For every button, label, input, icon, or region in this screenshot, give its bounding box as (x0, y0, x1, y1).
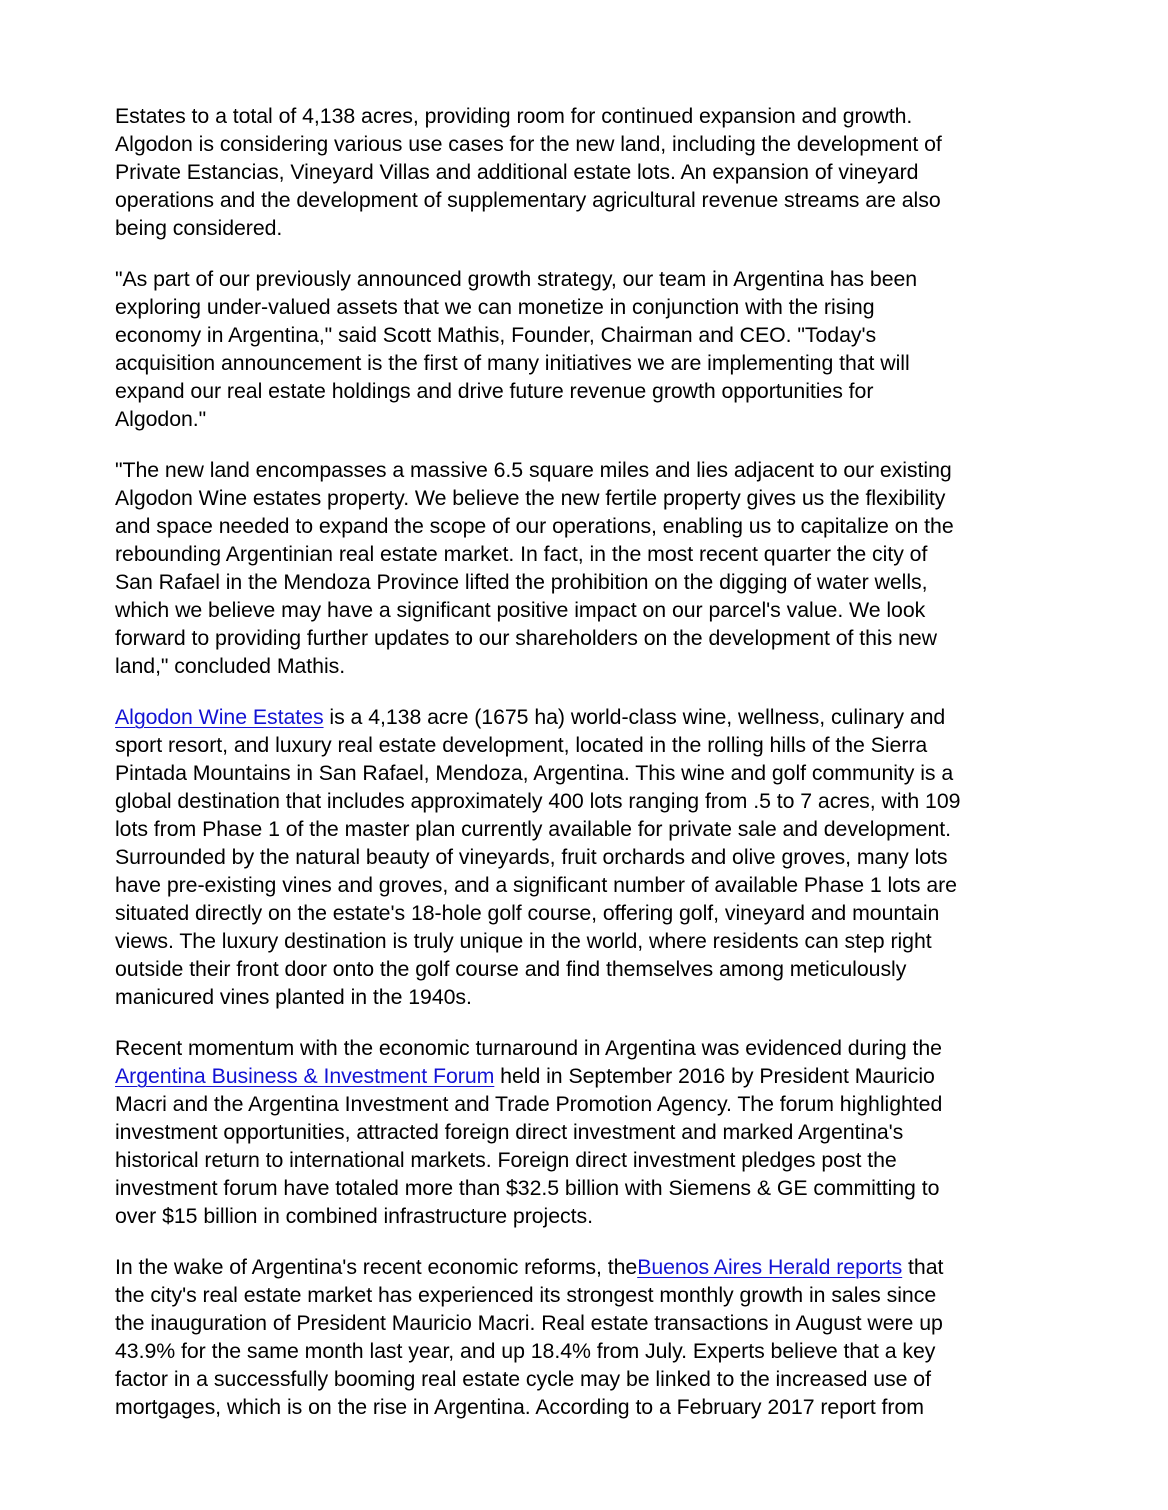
text-line: and space needed to expand the scope of our operations, enabling us to capitalize on the (115, 514, 954, 538)
text-segment: In the wake of Argentina's recent economic reforms, the (115, 1255, 638, 1279)
text-line: Estates to a total of 4,138 acres, providing room for continued expansion and growth. (115, 104, 913, 128)
paragraph-investment-forum (115, 1034, 1075, 1230)
text-line (115, 1253, 1075, 1281)
text-line: Surrounded by the natural beauty of vineyards, fruit orchards and olive groves, many lots (115, 845, 948, 869)
text-line: acquisition announcement is the first of many initiatives we are implementing that will (115, 351, 910, 375)
text-line: expand our real estate holdings and drive future revenue growth opportunities for (115, 379, 874, 403)
text-line: Algodon." (115, 407, 207, 431)
text-line: land," concluded Mathis. (115, 654, 346, 678)
paragraph-land-expansion (115, 102, 1075, 242)
text-line: historical return to international markets. Foreign direct investment pledges post the (115, 1148, 897, 1172)
text-line: Algodon is considering various use cases for the new land, including the development of (115, 132, 942, 156)
text-line: 43.9% for the same month last year, and up 18.4% from July. Experts believe that a key (115, 1339, 936, 1363)
text-line: Private Estancias, Vineyard Villas and additional estate lots. An expansion of vineyard (115, 160, 919, 184)
text-line: the city's real estate market has experienced its strongest monthly growth in sales since (115, 1283, 937, 1307)
text-line: being considered. (115, 216, 283, 240)
text-line: investment forum have totaled more than $32.5 billion with Siemens & GE committing to (115, 1176, 940, 1200)
text-line: Algodon Wine estates property. We believe the new fertile property gives us the flexibility (115, 486, 946, 510)
text-line: mortgages, which is on the rise in Argentina. According to a February 2017 report from (115, 1395, 924, 1419)
text-line (115, 703, 1075, 731)
text-line: "As part of our previously announced growth strategy, our team in Argentina has been (115, 267, 918, 291)
text-line: sport resort, and luxury real estate development, located in the rolling hills of the Sierra (115, 733, 928, 757)
text-line: the inauguration of President Mauricio Macri. Real estate transactions in August were up (115, 1311, 943, 1335)
text-line: global destination that includes approximately 400 lots ranging from .5 to 7 acres, with 109 (115, 789, 961, 813)
text-line: views. The luxury destination is truly unique in the world, where residents can step right (115, 929, 932, 953)
text-line: economy in Argentina," said Scott Mathis, Founder, Chairman and CEO. "Today's (115, 323, 877, 347)
document-page (115, 102, 1075, 1444)
text-line: situated directly on the estate's 18-hole golf course, offering golf, vineyard and mountain (115, 901, 940, 925)
text-segment: that (902, 1255, 944, 1279)
text-line: which we believe may have a significant positive impact on our parcel's value. We look (115, 598, 926, 622)
text-line: factor in a successfully booming real estate cycle may be linked to the increased use of (115, 1367, 931, 1391)
text-line: exploring under-valued assets that we can monetize in conjunction with the rising (115, 295, 875, 319)
text-line: rebounding Argentinian real estate market. In fact, in the most recent quarter the city of (115, 542, 928, 566)
paragraph-real-estate-market (115, 1253, 1075, 1421)
buenos-aires-herald-link[interactable]: Buenos Aires Herald reports (637, 1255, 903, 1279)
text-segment: is a 4,138 acre (1675 ha) world-class wine, wellness, culinary and (323, 705, 946, 729)
text-line: forward to providing further updates to our shareholders on the development of this new (115, 626, 937, 650)
text-line: investment opportunities, attracted foreign direct investment and marked Argentina's (115, 1120, 904, 1144)
text-line (115, 1062, 1075, 1090)
text-line: operations and the development of supplementary agricultural revenue streams are also (115, 188, 941, 212)
algodon-wine-estates-link[interactable]: Algodon Wine Estates (115, 705, 324, 729)
paragraph-algodon-description (115, 703, 1075, 1011)
paragraph-new-land-quote (115, 456, 1075, 680)
text-line: over $15 billion in combined infrastructure projects. (115, 1204, 593, 1228)
text-line: "The new land encompasses a massive 6.5 square miles and lies adjacent to our existing (115, 458, 952, 482)
text-line: Macri and the Argentina Investment and Trade Promotion Agency. The forum highlighted (115, 1092, 943, 1116)
text-line: have pre-existing vines and groves, and a significant number of available Phase 1 lots are (115, 873, 957, 897)
text-line: outside their front door onto the golf course and find themselves among meticulously (115, 957, 907, 981)
text-line: Pintada Mountains in San Rafael, Mendoza, Argentina. This wine and golf community is a (115, 761, 954, 785)
text-line: lots from Phase 1 of the master plan currently available for private sale and development. (115, 817, 951, 841)
text-segment: held in September 2016 by President Mauricio (494, 1064, 935, 1088)
text-line: manicured vines planted in the 1940s. (115, 985, 472, 1009)
paragraph-ceo-quote (115, 265, 1075, 433)
investment-forum-link[interactable]: Argentina Business & Investment Forum (115, 1064, 495, 1088)
text-line: Recent momentum with the economic turnaround in Argentina was evidenced during the (115, 1036, 942, 1060)
text-line: San Rafael in the Mendoza Province lifted the prohibition on the digging of water wells, (115, 570, 928, 594)
